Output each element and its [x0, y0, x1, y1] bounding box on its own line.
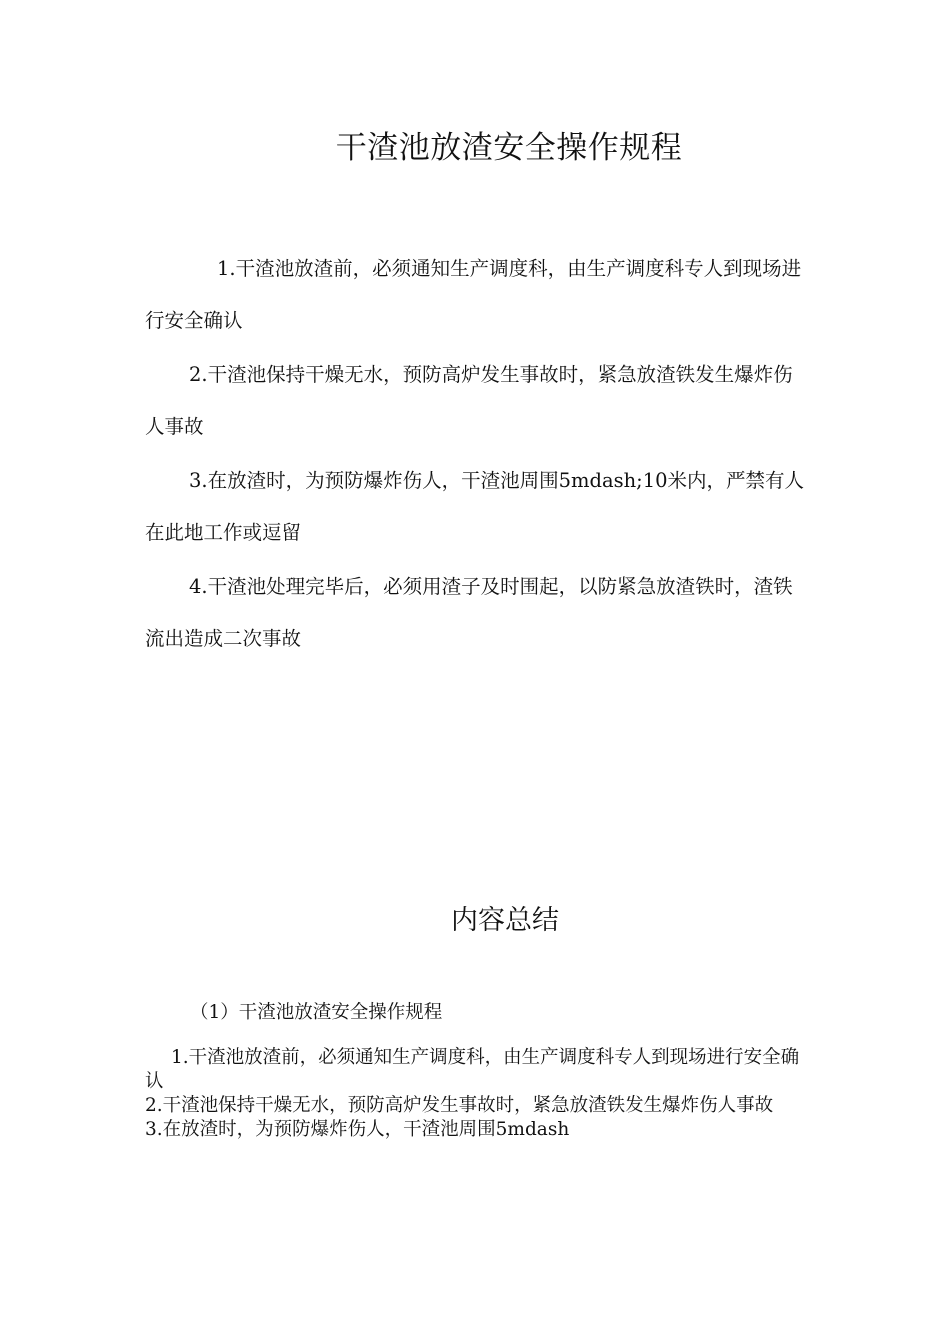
- summary-line-2: 2.干渣池保持干燥无水，预防高炉发生事故时，紧急放渣铁发生爆炸伤人事故: [145, 1095, 774, 1116]
- summary-line-3: 3.在放渣时，为预防爆炸伤人，干渣池周围5mdash: [145, 1119, 570, 1140]
- document-body: [145, 243, 810, 667]
- paragraph-2: 2.干渣池保持干燥无水，预防高炉发生事故时，紧急放渣铁发生爆炸伤人事故: [145, 363, 793, 438]
- summary-title: 内容总结: [451, 905, 559, 936]
- summary-line-1: 1.干渣池放渣前，必须通知生产调度科，由生产调度科专人到现场进行安全确认: [145, 1047, 800, 1092]
- summary-body: [145, 1046, 810, 1142]
- paragraph-3: 3.在放渣时，为预防爆炸伤人，干渣池周围5mdash;10米内，严禁有人在此地工作或逗留: [145, 469, 805, 544]
- summary-heading: （1）干渣池放渣安全操作规程: [190, 1002, 443, 1023]
- document-title: 干渣池放渣安全操作规程: [335, 130, 683, 166]
- paragraph-1: 1.干渣池放渣前，必须通知生产调度科，由生产调度科专人到现场进行安全确认: [145, 257, 802, 332]
- paragraph-4: 4.干渣池处理完毕后，必须用渣子及时围起，以防紧急放渣铁时，渣铁流出造成二次事故: [145, 575, 793, 650]
